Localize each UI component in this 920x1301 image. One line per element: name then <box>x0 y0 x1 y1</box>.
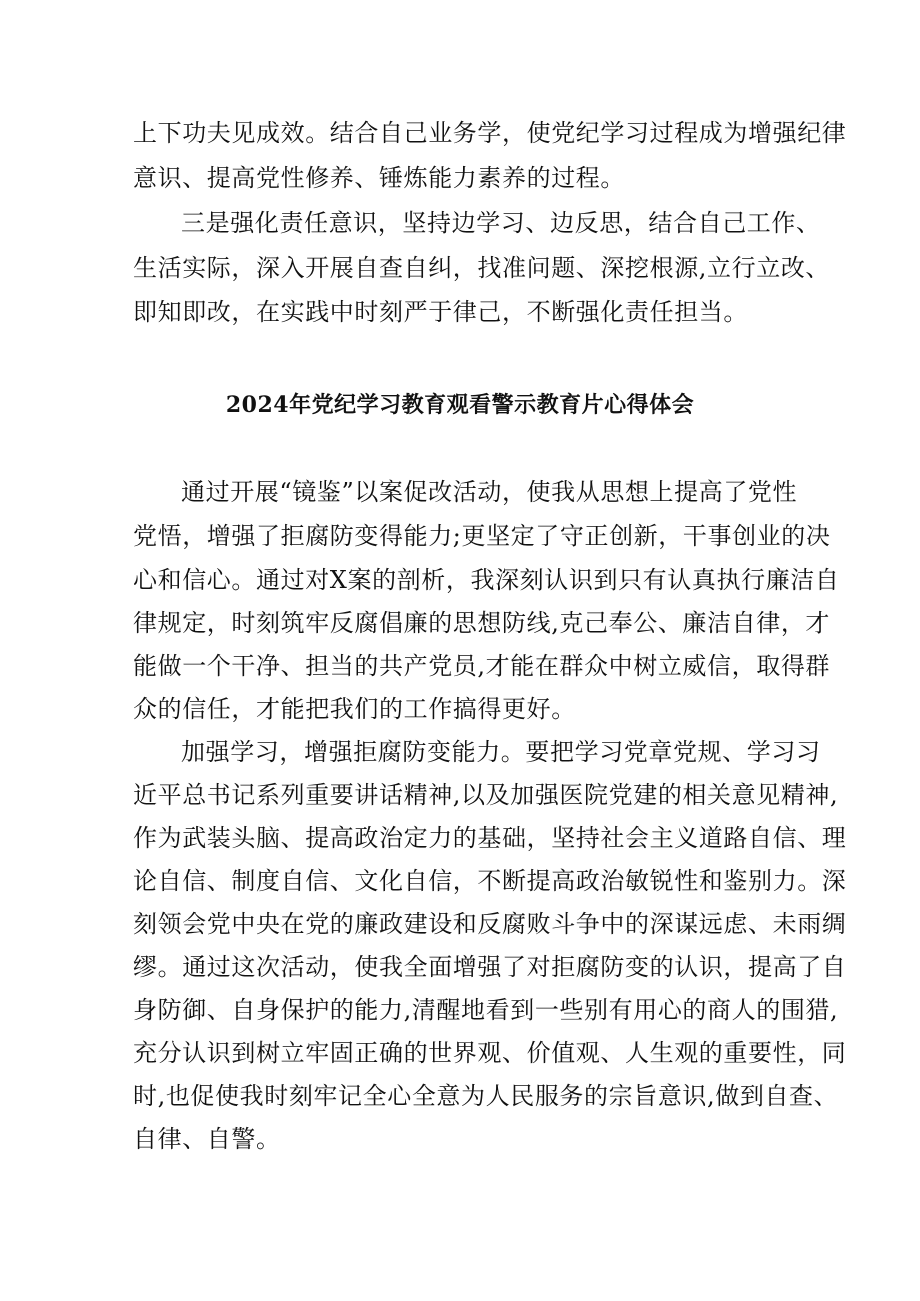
paragraph-2-line-3: 作为武装头脑、提高政治定力的基础，坚持社会主义道路自信、理 <box>133 824 847 852</box>
continuation-line-1: 上下功夫见成效。结合自己业务学，使党纪学习过程成为增强纪律 <box>133 119 847 147</box>
paragraph-three-line-1: 三是强化责任意识，坚持边学习、边反思，结合自己工作、 <box>181 209 821 237</box>
paragraph-1-line-4: 律规定，时刻筑牢反腐倡廉的思想防线,克己奉公、廉洁自律，才 <box>133 609 831 637</box>
paragraph-2-line-4: 论自信、制度自信、文化自信，不断提高政治敏锐性和鉴别力。深 <box>133 867 847 895</box>
paragraph-three-line-3: 即知即改，在实践中时刻严于律己，不断强化责任担当。 <box>133 298 748 326</box>
paragraph-2-line-8: 充分认识到树立牢固正确的世界观、价值观、人生观的重要性，同 <box>133 1039 847 1067</box>
article-title: 2024年党纪学习教育观看警示教育片心得体会 <box>225 392 695 418</box>
paragraph-1-line-3: 心和信心。通过对X案的剖析，我深刻认识到只有认真执行廉洁自 <box>133 566 840 594</box>
paragraph-1-line-1: 通过开展“镜鉴”以案促改活动，使我从思想上提高了党性 <box>181 478 798 506</box>
paragraph-1-line-2: 党悟，增强了拒腐防变得能力;更坚定了守正创新，干事创业的决 <box>133 522 831 550</box>
paragraph-2-line-9: 时,也促使我时刻牢记全心全意为人民服务的宗旨意识,做到自查、 <box>133 1082 839 1110</box>
continuation-line-2: 意识、提高党性修养、锤炼能力素养的过程。 <box>133 164 625 192</box>
paragraph-2-line-1: 加强学习，增强拒腐防变能力。要把学习党章党规、学习习 <box>181 738 821 766</box>
paragraph-1-line-5: 能做一个干净、担当的共产党员,才能在群众中树立威信，取得群 <box>133 652 831 680</box>
paragraph-2-line-10: 自律、自警。 <box>133 1125 281 1153</box>
paragraph-2-line-2: 近平总书记系列重要讲话精神,以及加强医院党建的相关意见精神, <box>133 781 839 809</box>
paragraph-2-line-7: 身防御、自身保护的能力,清醒地看到一些别有用心的商人的围猎, <box>133 996 839 1024</box>
paragraph-three-line-2: 生活实际，深入开展自查自纠，找准问题、深挖根源,立行立改、 <box>133 254 831 282</box>
paragraph-2-line-6: 缪。通过这次活动，使我全面增强了对拒腐防变的认识，提高了自 <box>133 953 847 981</box>
paragraph-2-line-5: 刻领会党中央在党的廉政建设和反腐败斗争中的深谋远虑、未雨绸 <box>133 910 847 938</box>
paragraph-1-line-6: 众的信任，才能把我们的工作搞得更好。 <box>133 695 576 723</box>
